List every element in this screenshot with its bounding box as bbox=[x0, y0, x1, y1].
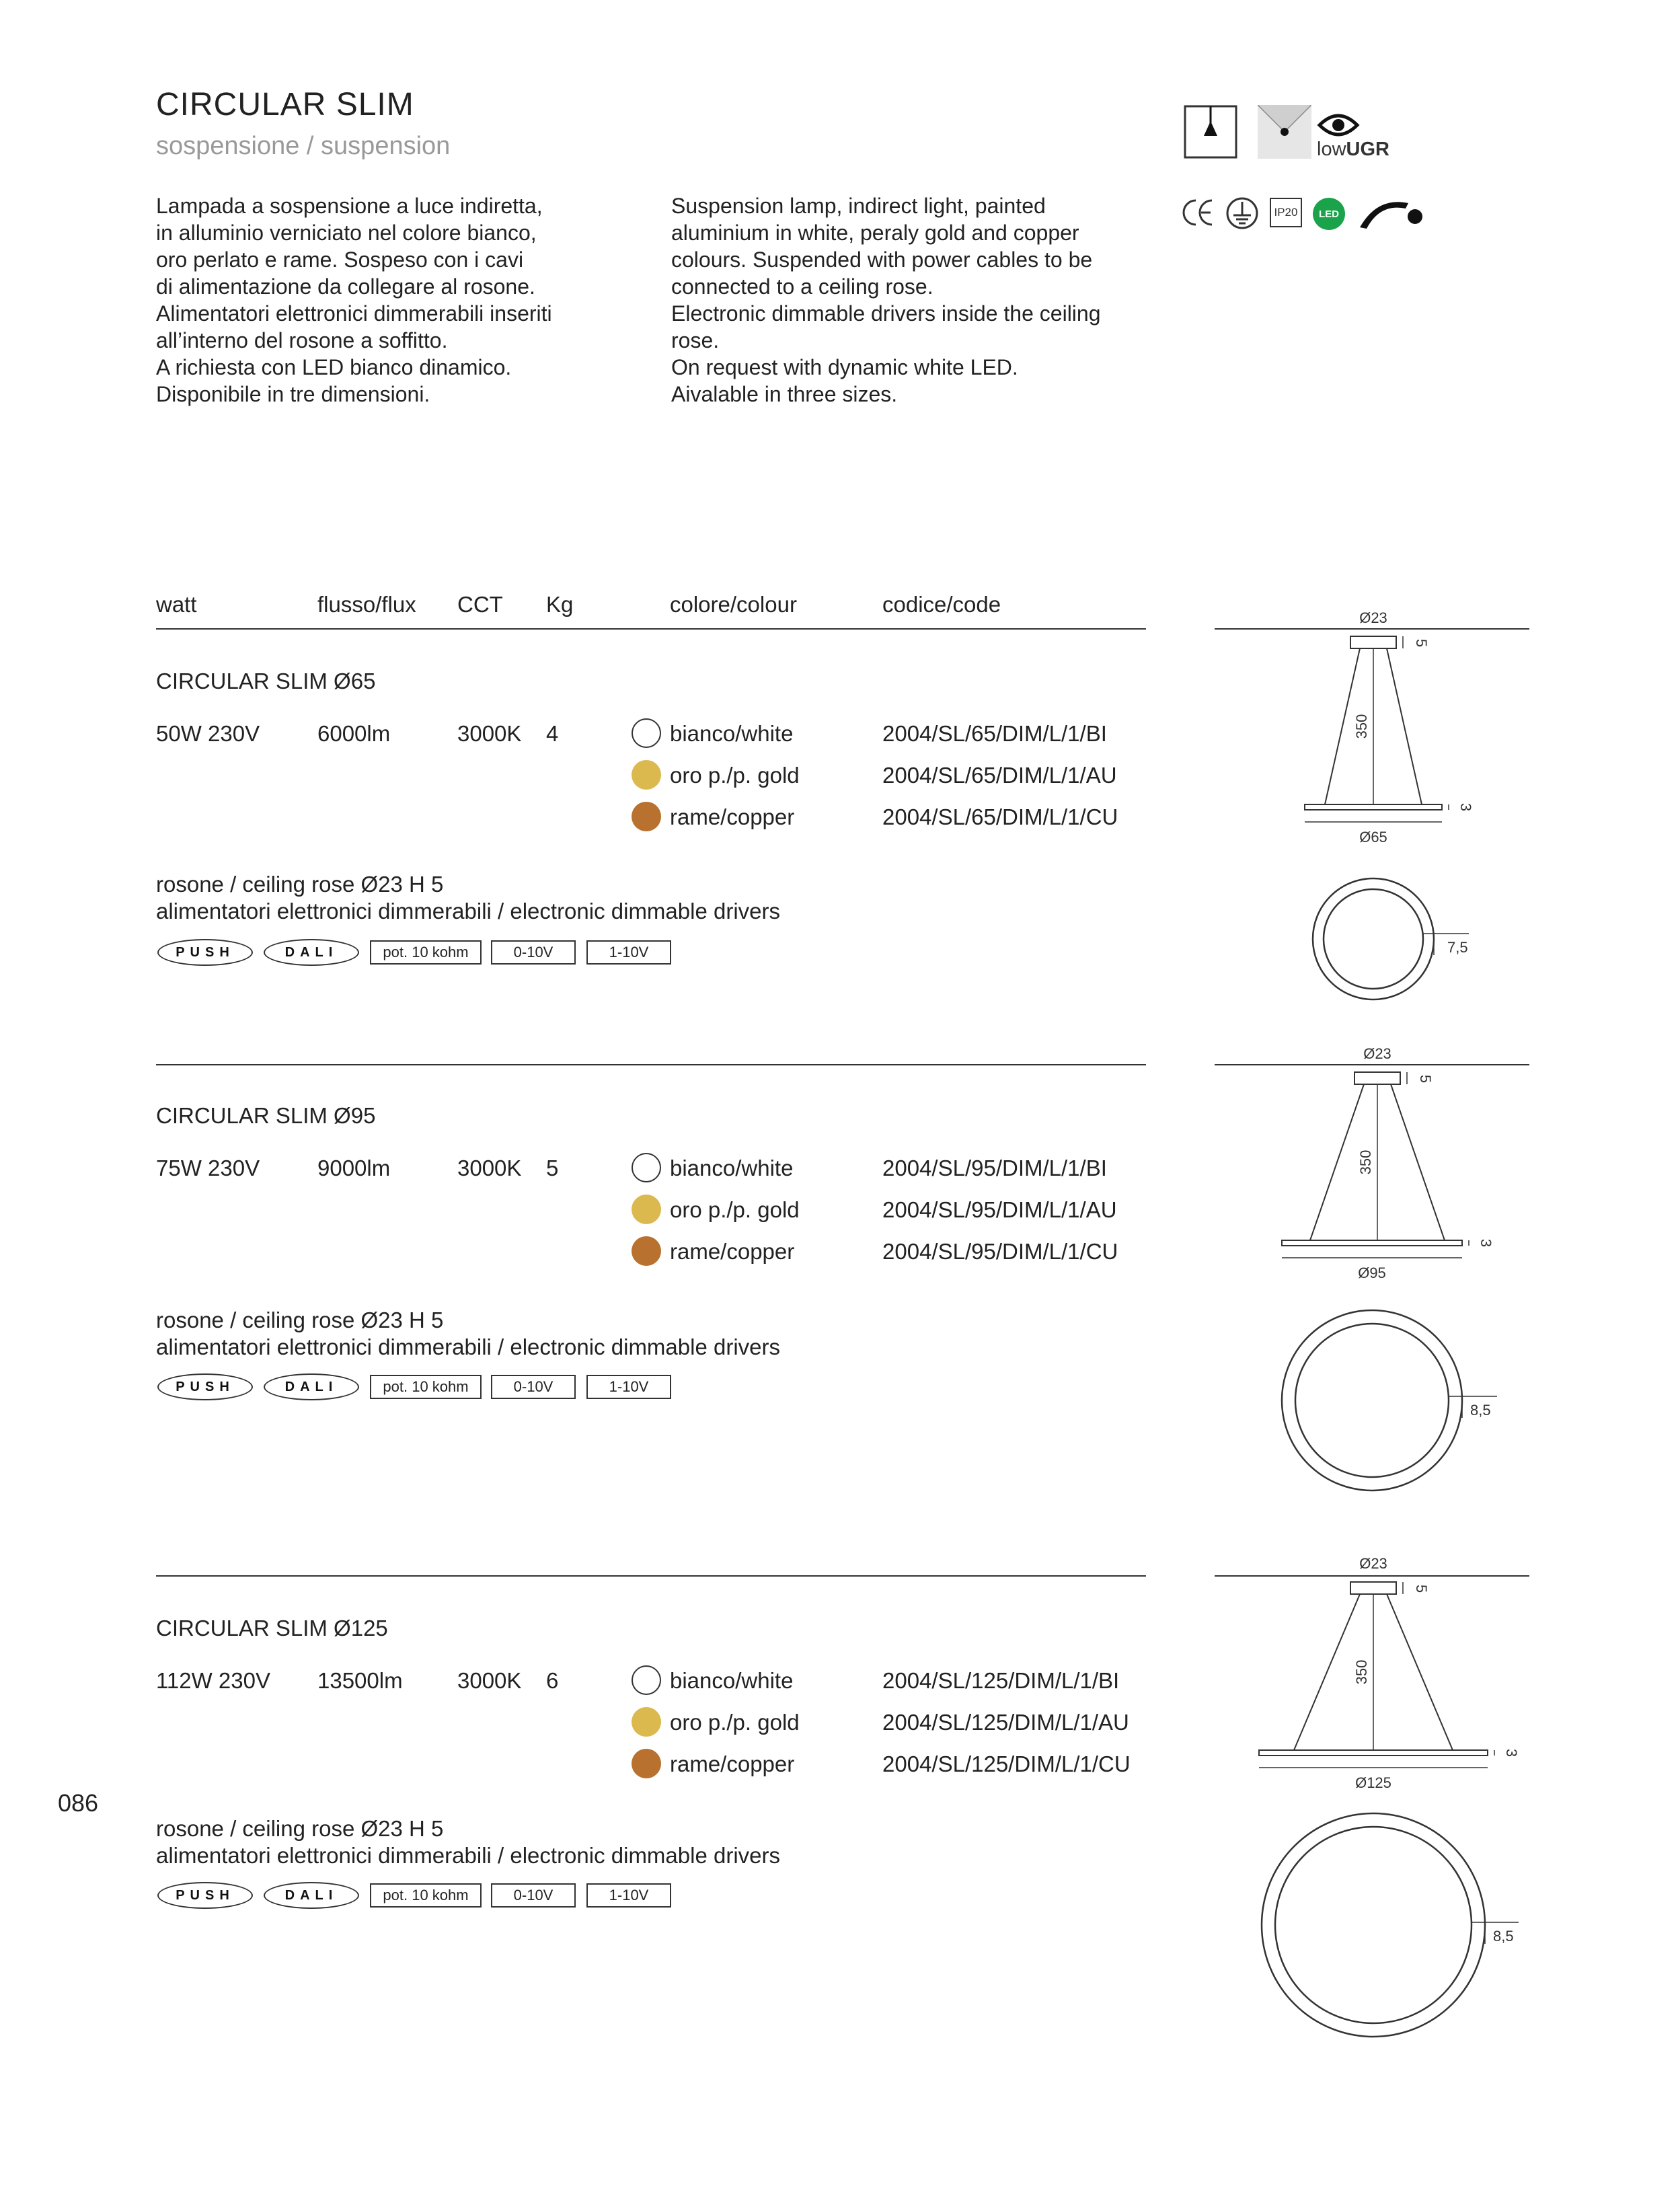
section-label: 8,5 bbox=[1493, 1928, 1514, 1945]
0-10v-control-badge: 0-10V bbox=[491, 1883, 576, 1908]
ceiling-rose-info: rosone / ceiling rose Ø23 H 5 bbox=[156, 1308, 444, 1332]
colour-label: rame/copper bbox=[670, 804, 795, 829]
model-watt: 50W 230V bbox=[156, 721, 260, 746]
led-badge-icon: LED bbox=[1313, 198, 1345, 230]
header-watt: watt bbox=[156, 592, 197, 617]
description-line: connected to a ceiling rose. bbox=[671, 274, 933, 299]
dali-control-badge: DALI bbox=[264, 1882, 359, 1909]
product-code: 2004/SL/125/DIM/L/1/BI bbox=[882, 1668, 1120, 1693]
colour-label: oro p./p. gold bbox=[670, 1197, 800, 1222]
ring-diameter-label: Ø95 bbox=[1358, 1265, 1386, 1281]
header-code: codice/code bbox=[882, 592, 1001, 617]
description-line: A richiesta con LED bianco dinamico. bbox=[156, 355, 512, 379]
drivers-info: alimentatori elettronici dimmerabili / electronic dimmable drivers bbox=[156, 1334, 780, 1359]
rose-diameter-label: Ø23 bbox=[1363, 1045, 1391, 1062]
product-code: 2004/SL/125/DIM/L/1/CU bbox=[882, 1751, 1131, 1776]
ring-outer-top-view bbox=[1313, 878, 1434, 999]
push-control-badge: PUSH bbox=[157, 1882, 253, 1909]
model-cct: 3000K bbox=[457, 1668, 522, 1693]
description-line: Alimentatori elettronici dimmerabili inseriti bbox=[156, 301, 552, 326]
model-cct: 3000K bbox=[457, 1156, 522, 1180]
product-code: 2004/SL/95/DIM/L/1/AU bbox=[882, 1197, 1117, 1222]
0-10v-control-badge: 0-10V bbox=[491, 940, 576, 965]
description-italian bbox=[156, 192, 552, 408]
header-flux: flusso/flux bbox=[317, 592, 416, 617]
height-label: 350 bbox=[1353, 714, 1370, 739]
description-english bbox=[671, 192, 1101, 408]
model-name: CIRCULAR SLIM Ø65 bbox=[156, 669, 376, 693]
drivers-info: alimentatori elettronici dimmerabili / electronic dimmable drivers bbox=[156, 1843, 780, 1868]
header-cct: CCT bbox=[457, 592, 503, 617]
technical-drawing-125 bbox=[1215, 1551, 1537, 2049]
description-line: all’interno del rosone a soffitto. bbox=[156, 328, 448, 352]
ring-diameter-label: Ø65 bbox=[1359, 829, 1387, 845]
low-ugr-prefix: low bbox=[1317, 139, 1346, 160]
class-i-earth-icon bbox=[1225, 196, 1259, 230]
description-line: Disponibile in tre dimensioni. bbox=[156, 382, 430, 406]
swatch-copper bbox=[632, 1749, 661, 1778]
height-label: 350 bbox=[1353, 1659, 1370, 1685]
ring-inner-top-view bbox=[1275, 1827, 1472, 2023]
ring-profile bbox=[1305, 804, 1442, 810]
description-line: rose. bbox=[671, 328, 720, 352]
drivers-info: alimentatori elettronici dimmerabili / electronic dimmable drivers bbox=[156, 899, 780, 923]
swatch-gold bbox=[632, 760, 661, 790]
colour-label: bianco/white bbox=[670, 721, 794, 746]
technical-drawing-65 bbox=[1215, 605, 1537, 1043]
table-header-divider bbox=[156, 628, 1146, 630]
section-label: 8,5 bbox=[1470, 1402, 1491, 1419]
1-10v-control-badge: 1-10V bbox=[586, 1375, 671, 1399]
colour-label: bianco/white bbox=[670, 1668, 794, 1693]
ceiling-rose-info: rosone / ceiling rose Ø23 H 5 bbox=[156, 1816, 444, 1841]
model-watt: 112W 230V bbox=[156, 1668, 270, 1693]
ceiling-light-icon bbox=[1258, 105, 1311, 159]
ceiling-rose-shape bbox=[1354, 1072, 1400, 1084]
cable-left bbox=[1310, 1084, 1364, 1240]
rose-diameter-label: Ø23 bbox=[1359, 609, 1387, 626]
model-kg: 5 bbox=[546, 1156, 559, 1180]
section-divider bbox=[156, 1064, 1146, 1065]
description-line: Electronic dimmable drivers inside the ceiling bbox=[671, 301, 1101, 326]
header-kg: Kg bbox=[546, 592, 574, 617]
description-line: in alluminio verniciato nel colore bianco, bbox=[156, 221, 537, 245]
cable-right bbox=[1387, 648, 1422, 804]
description-line: Lampada a sospensione a luce indiretta, bbox=[156, 194, 543, 218]
dali-control-badge: DALI bbox=[264, 939, 359, 966]
description-line: oro perlato e rame. Sospeso con i cavi bbox=[156, 248, 524, 272]
model-kg: 4 bbox=[546, 721, 559, 746]
product-code: 2004/SL/65/DIM/L/1/AU bbox=[882, 763, 1117, 788]
ring-profile bbox=[1259, 1750, 1488, 1756]
cable-left bbox=[1294, 1594, 1360, 1750]
description-line: colours. Suspended with power cables to be bbox=[671, 248, 1093, 272]
ring-outer-top-view bbox=[1262, 1813, 1485, 2037]
swatch-white bbox=[632, 1153, 661, 1182]
ceiling-rose-shape bbox=[1350, 1582, 1396, 1594]
product-code: 2004/SL/95/DIM/L/1/CU bbox=[882, 1239, 1118, 1264]
0-10v-control-badge: 0-10V bbox=[491, 1375, 576, 1399]
colour-label: rame/copper bbox=[670, 1751, 795, 1776]
ring-inner-top-view bbox=[1324, 889, 1423, 989]
low-ugr-label bbox=[1317, 139, 1389, 161]
section-label: 7,5 bbox=[1447, 939, 1468, 956]
ring-height-label: 3 bbox=[1503, 1748, 1520, 1758]
push-control-badge: PUSH bbox=[157, 939, 253, 966]
model-cct: 3000K bbox=[457, 721, 522, 746]
rose-height-label: 5 bbox=[1413, 638, 1430, 648]
ring-inner-top-view bbox=[1295, 1324, 1449, 1477]
product-code: 2004/SL/95/DIM/L/1/BI bbox=[882, 1156, 1107, 1180]
description-line: Suspension lamp, indirect light, painted bbox=[671, 194, 1046, 218]
ring-profile bbox=[1282, 1240, 1462, 1246]
ring-outer-top-view bbox=[1282, 1310, 1462, 1491]
colour-label: oro p./p. gold bbox=[670, 763, 800, 788]
model-name: CIRCULAR SLIM Ø125 bbox=[156, 1616, 388, 1640]
rose-height-label: 5 bbox=[1413, 1584, 1430, 1593]
swatch-white bbox=[632, 1665, 661, 1695]
dimmer-icon bbox=[1357, 192, 1424, 230]
model-flux: 13500lm bbox=[317, 1668, 403, 1693]
ring-height-label: 3 bbox=[1457, 802, 1474, 812]
description-line: On request with dynamic white LED. bbox=[671, 355, 1018, 379]
height-label: 350 bbox=[1357, 1149, 1374, 1175]
swatch-white bbox=[632, 718, 661, 748]
rose-diameter-label: Ø23 bbox=[1359, 1555, 1387, 1572]
model-kg: 6 bbox=[546, 1668, 559, 1693]
description-line: aluminium in white, peraly gold and copper bbox=[671, 221, 1079, 245]
pot-control-badge: pot. 10 kohm bbox=[370, 1375, 482, 1399]
eye-icon bbox=[1317, 110, 1360, 140]
1-10v-control-badge: 1-10V bbox=[586, 940, 671, 965]
model-name: CIRCULAR SLIM Ø95 bbox=[156, 1103, 376, 1128]
1-10v-control-badge: 1-10V bbox=[586, 1883, 671, 1908]
swatch-gold bbox=[632, 1707, 661, 1737]
pendant-lamp-icon bbox=[1184, 105, 1237, 159]
product-code: 2004/SL/65/DIM/L/1/CU bbox=[882, 804, 1118, 829]
dali-control-badge: DALI bbox=[264, 1373, 359, 1400]
pot-control-badge: pot. 10 kohm bbox=[370, 1883, 482, 1908]
rose-height-label: 5 bbox=[1417, 1074, 1434, 1084]
model-flux: 6000lm bbox=[317, 721, 391, 746]
swatch-gold bbox=[632, 1195, 661, 1224]
ceiling-rose-info: rosone / ceiling rose Ø23 H 5 bbox=[156, 872, 444, 897]
swatch-copper bbox=[632, 1236, 661, 1266]
section-divider bbox=[156, 1575, 1146, 1577]
ring-diameter-label: Ø125 bbox=[1355, 1774, 1391, 1791]
model-flux: 9000lm bbox=[317, 1156, 391, 1180]
colour-label: rame/copper bbox=[670, 1239, 795, 1264]
low-ugr-suffix: UGR bbox=[1346, 139, 1389, 160]
colour-label: oro p./p. gold bbox=[670, 1710, 800, 1735]
product-subtitle: sospensione / suspension bbox=[156, 132, 451, 160]
ip20-icon: IP20 bbox=[1270, 198, 1302, 227]
product-code: 2004/SL/65/DIM/L/1/BI bbox=[882, 721, 1107, 746]
cable-right bbox=[1387, 1594, 1453, 1750]
swatch-copper bbox=[632, 802, 661, 831]
ring-height-label: 3 bbox=[1478, 1238, 1494, 1248]
description-line: Aivalable in three sizes. bbox=[671, 382, 898, 406]
pot-control-badge: pot. 10 kohm bbox=[370, 940, 482, 965]
push-control-badge: PUSH bbox=[157, 1373, 253, 1400]
ce-mark-icon bbox=[1181, 196, 1215, 229]
model-watt: 75W 230V bbox=[156, 1156, 260, 1180]
colour-label: bianco/white bbox=[670, 1156, 794, 1180]
description-line: di alimentazione da collegare al rosone. bbox=[156, 274, 535, 299]
product-title: CIRCULAR SLIM bbox=[156, 87, 414, 122]
ceiling-rose-shape bbox=[1350, 636, 1396, 648]
header-colour: colore/colour bbox=[670, 592, 797, 617]
page-number: 086 bbox=[58, 1789, 99, 1817]
cable-right bbox=[1391, 1084, 1445, 1240]
product-code: 2004/SL/125/DIM/L/1/AU bbox=[882, 1710, 1129, 1735]
technical-drawing-95 bbox=[1215, 1041, 1537, 1512]
